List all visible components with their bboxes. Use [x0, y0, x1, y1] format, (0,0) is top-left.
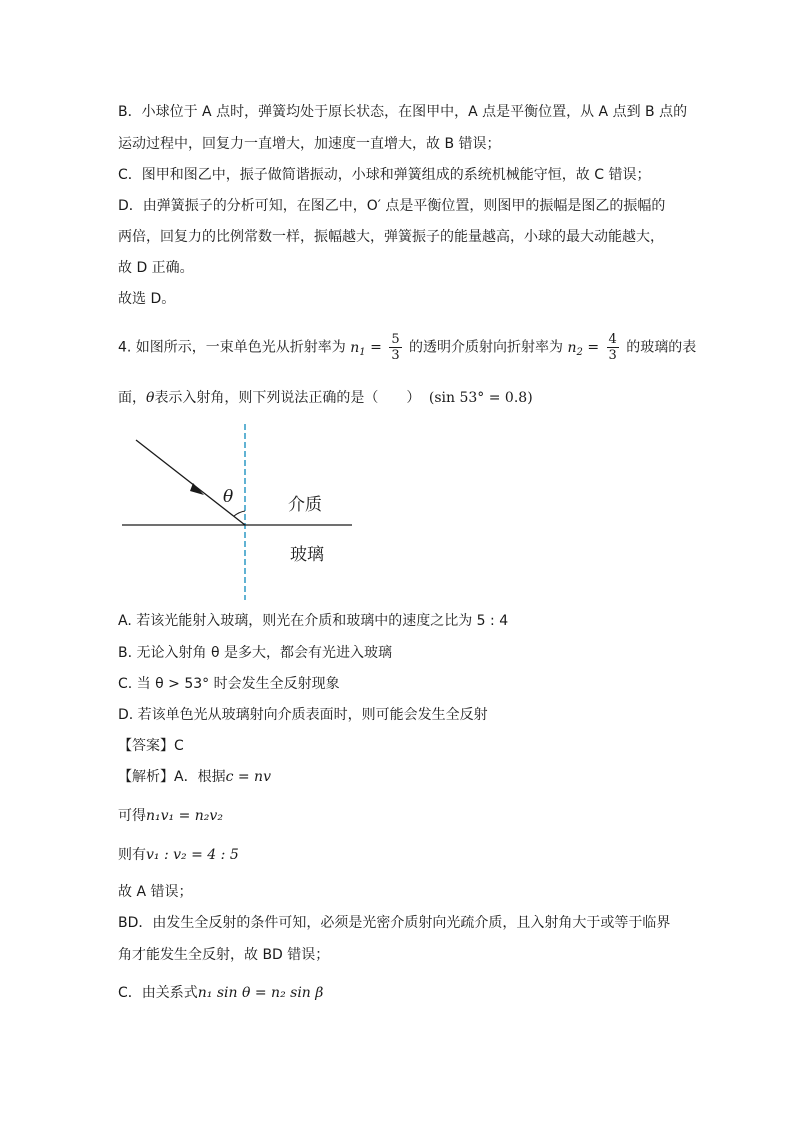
incident-ray — [136, 440, 245, 525]
option-b: B. 无论入射角 θ 是多大，都会有光进入玻璃 — [118, 645, 392, 661]
prev-conclusion: 故选 D。 — [118, 291, 176, 307]
n2-equals: = — [582, 339, 604, 356]
question-stem-line2 — [118, 388, 533, 408]
sin-hint: (sin 53° = 0.8) — [428, 390, 533, 406]
medium-label: 介质 — [288, 495, 322, 515]
angle-arc — [234, 511, 245, 516]
analysis-bd-line2: 角才能发生全反射，故 BD 错误； — [118, 947, 330, 963]
n2-fraction: $\frac{4}{3}$ — [608, 332, 617, 363]
c-prefix: C．由关系式 — [118, 985, 198, 1001]
then-prefix: 则有 — [118, 847, 146, 863]
formula-ratio: v₁ : v₂ = 4 : 5 — [146, 847, 239, 863]
option-d: D. 若该单色光从玻璃射向介质表面时，则可能会发生全反射 — [118, 707, 488, 723]
option-c: C. 当 θ > 53° 时会发生全反射现象 — [118, 676, 340, 692]
n2-symbol: $n_2$ — [567, 339, 583, 358]
n1-fraction: $\frac{5}{3}$ — [391, 332, 400, 363]
n1-symbol: $n_1$ — [350, 339, 366, 358]
stem-text-3: 的玻璃的表 — [626, 339, 697, 356]
analysis-a-text: 【解析】A．根据 — [118, 769, 226, 785]
prev-b-line1: B．小球位于 A 点时，弹簧均处于原长状态，在图甲中，A 点是平衡位置，从 A 点到 B 点的 — [118, 104, 688, 120]
glass-label: 玻璃 — [290, 545, 324, 565]
analysis-then-line — [118, 845, 239, 865]
n1-equals: = — [365, 339, 387, 356]
prev-d-line1: D．由弹簧振子的分析可知，在图乙中，O′ 点是平衡位置，则图甲的振幅是图乙的振幅的 — [118, 198, 666, 214]
question-stem-line1 — [118, 332, 696, 363]
analysis-a-wrong: 故 A 错误； — [118, 884, 193, 900]
analysis-bd-line1: BD．由发生全反射的条件可知，必须是光密介质射向光疏介质，且入射角大于或等于临界 — [118, 915, 671, 931]
refraction-figure — [118, 420, 358, 602]
stem-text-4: 面， — [118, 390, 146, 406]
prev-b-line2: 运动过程中，回复力一直增大，加速度一直增大，故 B 错误； — [118, 136, 501, 152]
get-prefix: 可得 — [118, 808, 146, 824]
answer-line: 【答案】C — [118, 738, 184, 754]
figure-theta-label: θ — [223, 487, 234, 507]
formula-n1v1-n2v2: n₁v₁ = n₂v₂ — [146, 808, 223, 824]
formula-snell: n₁ sin θ = n₂ sin β — [197, 985, 324, 1001]
theta-symbol: θ — [146, 390, 155, 406]
option-a: A. 若该光能射入玻璃，则光在介质和玻璃中的速度之比为 5 : 4 — [118, 613, 509, 629]
prev-d-line3: 故 D 正确。 — [118, 260, 194, 276]
analysis-a-line — [118, 767, 271, 787]
prev-c-line: C．图甲和图乙中，振子做简谐振动，小球和弹簧组成的系统机械能守恒，故 C 错误； — [118, 167, 651, 183]
prev-d-line2: 两倍，回复力的比例常数一样，振幅越大，弹簧振子的能量越高，小球的最大动能越大， — [118, 229, 664, 245]
stem-text-5: 表示入射角，则下列说法正确的是（ ） — [154, 390, 421, 406]
stem-text-1: 4. 如图所示，一束单色光从折射率为 — [118, 339, 346, 356]
stem-text-2: 的透明介质射向折射率为 — [409, 339, 564, 356]
ray-arrow-icon — [190, 483, 204, 495]
analysis-c-line — [118, 983, 323, 1003]
formula-c-nv: c = nv — [225, 769, 271, 785]
analysis-get-line — [118, 806, 223, 826]
